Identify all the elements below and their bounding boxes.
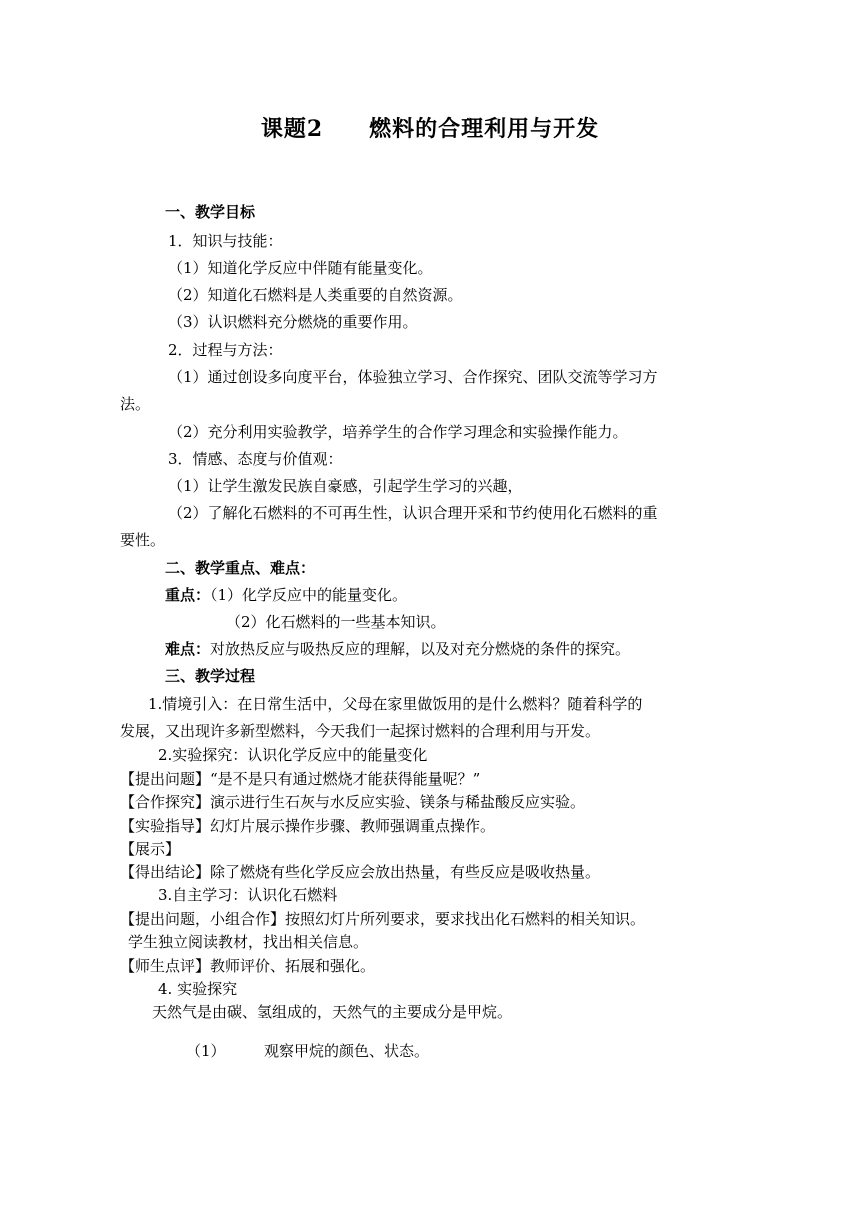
- step-4: 4. 实验探究: [158, 980, 238, 998]
- experiment-guidance: 【实验指导】幻灯片展示操作步骤、教师强调重点操作。: [120, 817, 496, 835]
- step-1-line-2: 发展，又出现许多新型燃料，今天我们一起探讨燃料的合理利用与开发。: [120, 722, 601, 740]
- step-3: 3.自主学习：认识化石燃料: [158, 886, 338, 904]
- knowledge-item-2: （2）知道化石燃料是人类重要的自然资源。: [168, 286, 463, 304]
- key-point-2: （2）化石燃料的一些基本知识。: [226, 613, 446, 631]
- process-item-1-line-2: 法。: [120, 395, 151, 413]
- key-points-line-1: [165, 585, 407, 605]
- process-heading: 三、教学过程: [165, 667, 256, 685]
- difficulty-text: 对放热反应与吸热反应的理解，以及对充分燃烧的条件的探究。: [210, 640, 631, 658]
- teacher-comment: 【师生点评】教师评价、拓展和强化。: [120, 957, 376, 975]
- focus-heading: 二、教学重点、难点：: [165, 559, 316, 577]
- key-point-1: （1）化学反应中的能量变化。: [210, 586, 408, 604]
- process-method-heading: 2．过程与方法：: [168, 341, 283, 359]
- cooperative-inquiry: 【合作探究】演示进行生石灰与水反应实验、镁条与稀盐酸反应实验。: [120, 793, 586, 811]
- process-item-2: （2）充分利用实验教学，培养学生的合作学习理念和实验操作能力。: [168, 423, 628, 441]
- difficulty-label: 难点：: [165, 640, 211, 658]
- process-item-1-line-1: （1）通过创设多向度平台，体验独立学习、合作探究、团队交流等学习方: [168, 368, 658, 386]
- step-1-line-1: 1.情境引入：在日常生活中，父母在家里做饭用的是什么燃料？随着科学的: [148, 695, 643, 713]
- raise-question: 【提出问题】“是不是只有通过燃烧才能获得能量呢？”: [120, 770, 481, 788]
- emotion-item-2-line-1: （2）了解化石燃料的不可再生性，认识合理开采和节约使用化石燃料的重: [168, 504, 658, 522]
- knowledge-item-1: （1）知道化学反应中伴随有能量变化。: [168, 259, 433, 277]
- emotion-item-1: （1）让学生激发民族自豪感，引起学生学习的兴趣，: [168, 477, 523, 495]
- emotion-values-heading: 3．情感、态度与价值观：: [168, 450, 343, 468]
- natural-gas-text: 天然气是由碳、氢组成的，天然气的主要成分是甲烷。: [152, 1003, 513, 1021]
- objectives-heading: 一、教学目标: [165, 203, 256, 221]
- observe-item-number: （1）: [186, 1042, 226, 1060]
- knowledge-item-3: （3）认识燃料充分燃烧的重要作用。: [168, 313, 418, 331]
- observe-item-text: 观察甲烷的颜色、状态。: [264, 1042, 430, 1060]
- knowledge-skills-heading: 1．知识与技能：: [168, 232, 283, 250]
- display: 【展示】: [120, 840, 181, 858]
- conclusion: 【得出结论】除了燃烧有些化学反应会放出热量，有些反应是吸收热量。: [120, 863, 601, 881]
- emotion-item-2-line-2: 要性。: [120, 531, 166, 549]
- independent-reading: 学生独立阅读教材，找出相关信息。: [128, 933, 369, 951]
- step-2: 2.实验探究：认识化学反应中的能量变化: [158, 746, 428, 764]
- group-question: 【提出问题，小组合作】按照幻灯片所列要求，要求找出化石燃料的相关知识。: [120, 910, 646, 928]
- difficulty-line: [165, 639, 630, 659]
- key-points-label: 重点：: [165, 586, 211, 604]
- page-title: 课题2 燃料的合理利用与开发: [260, 116, 600, 142]
